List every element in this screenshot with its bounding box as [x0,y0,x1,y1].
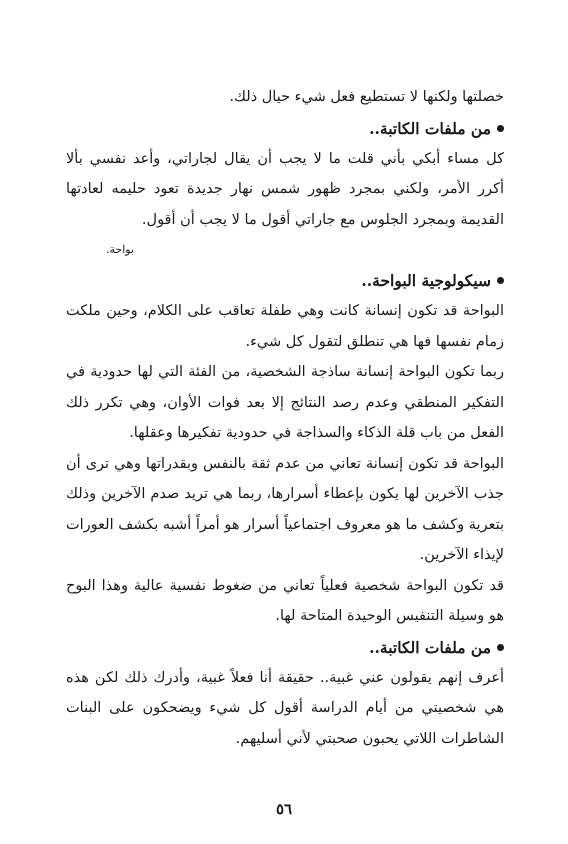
signature: بواحة. [106,243,134,256]
section-paragraph: البواحة قد تكون إنسانة كانت وهي طفلة تعاقب على الكلام، وحين ملكت زمام نفسها فها هي تنطلق لتقول كل شيء. [66,303,504,350]
bullet-icon [497,125,504,132]
section-psychology [66,265,504,632]
section-heading [66,113,504,144]
page-content [66,82,504,754]
section-writer-files-1 [66,113,504,266]
section-paragraph: قد تكون البواحة شخصية فعلياً تعاني من ضغوط نفسية عالية وهذا البوح هو وسيلة التنفيس الوحيدة المتاحة لها. [66,577,504,624]
section-paragraph: كل مساء أبكي بأني قلت ما لا يجب أن يقال لجاراتي، وأعد نفسي بألا أكرر الأمر، ولكني بمجرد ظهور شمس نهار جديدة تعود حليمه لعادتها القديمة وبمجرد الجلوس مع جاراتي أقول ما لا يجب أن أقول. [66,150,504,228]
section-paragraph: ربما تكون البواحة إنسانة ساذجة الشخصية، من الفئة التي لها حدودية في التفكير المنطقي وعدم رصد النتائج إلا بعد فوات الأوان، وهي تكرر ذلك الفعل من باب قلة الذكاء والسذاجة في حدودية تفكيرها وعقلها. [66,364,504,441]
continuation-line: خصلتها ولكنها لا تستطيع فعل شيء حيال ذلك. [229,89,504,105]
bullet-icon [497,277,504,284]
section-heading-text: من ملفات الكاتبة.. [369,118,491,138]
section-heading-text: من ملفات الكاتبة.. [369,637,491,657]
section-paragraph: البواحة قد تكون إنسانة تعاني من عدم ثقة بالنفس وبقدراتها وهي ترى أن جذب الآخرين لها يكون بإعطاء أسرارها، ربما هي تريد صدم الآخرين وذلك بتعرية وكشف ما هو معروف اجتماعياً أسرار هو أمراً أشبه بكشف العورات لإيذاء الآخرين. [66,455,504,563]
section-heading [66,265,504,296]
page-number: ٥٦ [275,800,293,818]
section-paragraph: أعرف إنهم يقولون عني غبية.. حقيقة أنا فعلاً غبية، وأدرك ذلك لكن هذه هي شخصيتي من أيام الدراسة أقول كل شيء ويضحكون على البنات الشاطرات اللاتي يحبون صحبتي لأني أسليهم. [66,669,504,747]
section-heading [66,632,504,663]
bullet-icon [497,644,504,651]
section-writer-files-2 [66,632,504,755]
section-heading-text: سيكولوجية البواحة.. [361,271,491,290]
